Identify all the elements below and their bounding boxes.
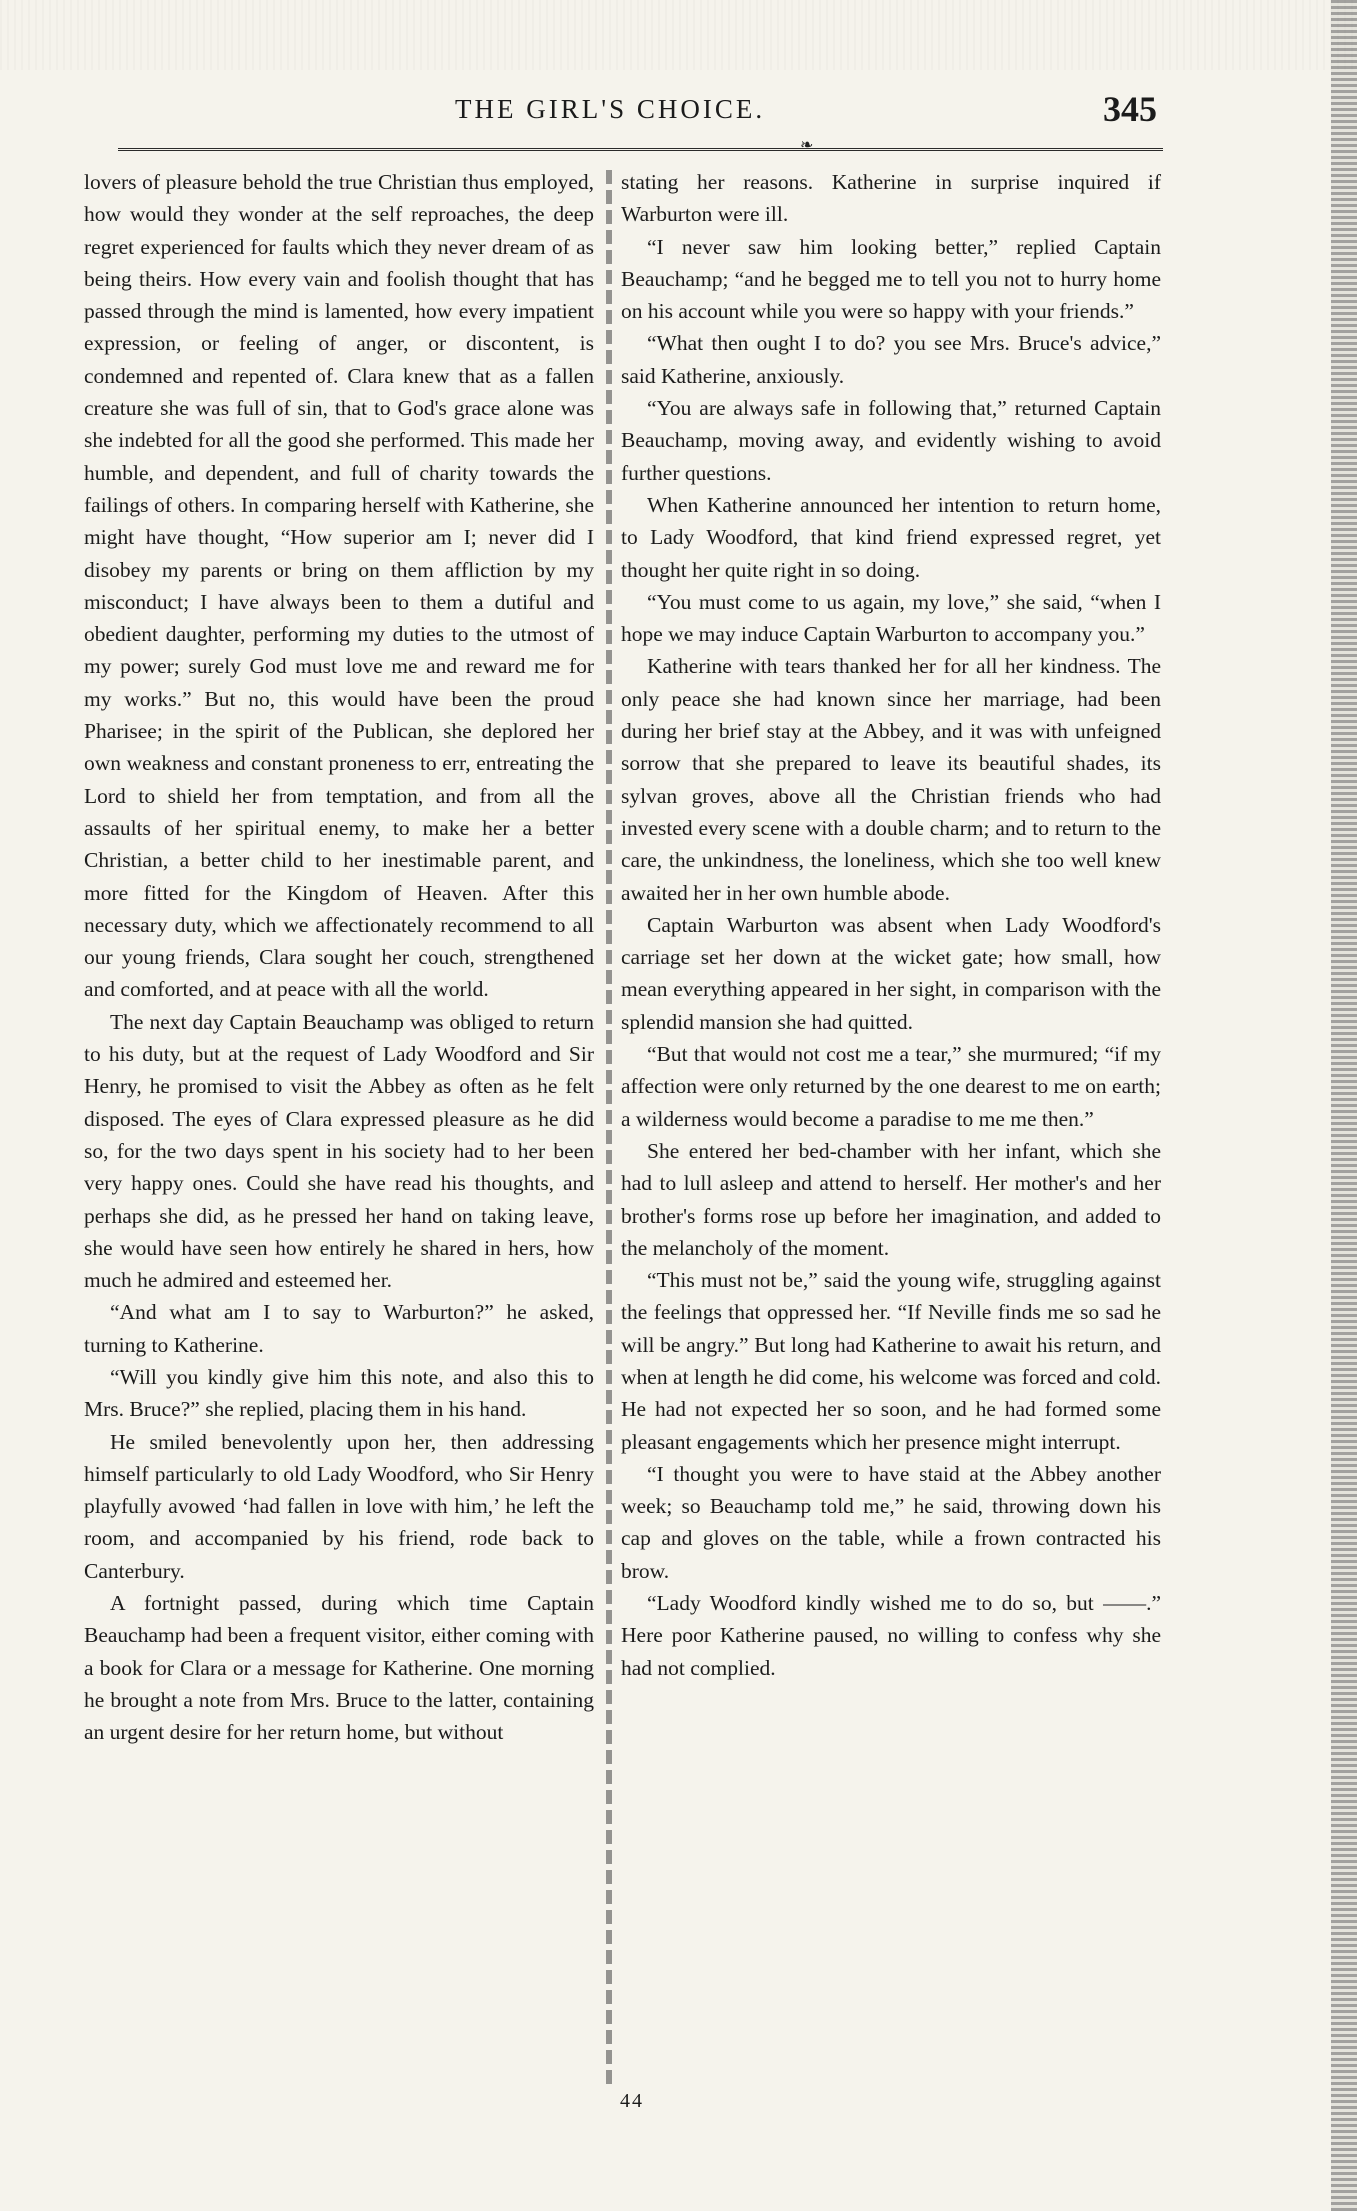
paragraph: She entered her bed-chamber with her infant, which she had to lull asleep and attend to herself. Her mother's and her brother's forms rose up before her imagination, and added to the melancholy of the moment. bbox=[621, 1138, 1161, 1260]
paragraph: “Will you kindly give him this note, and also this to Mrs. Bruce?” she replied, placing them in his hand. bbox=[84, 1364, 594, 1422]
paragraph: “This must not be,” said the young wife, struggling against the feelings that oppressed her. “If Neville finds me so sad he will be angry.” But long had Katherine to await his return, and when at length he did come, his welcome was forced and cold. He had not expected her so soon, and he had formed some pleasant engagements which her presence might interrupt. bbox=[621, 1268, 1161, 1454]
paragraph: “I never saw him looking better,” replied Captain Beauchamp; “and he begged me to tell you not to hurry home on his account while you were so happy with your friends.” bbox=[621, 234, 1161, 324]
running-title: THE GIRL'S CHOICE. bbox=[455, 94, 766, 124]
scan-noise bbox=[0, 0, 1357, 70]
paragraph: When Katherine announced her intention to return home, to Lady Woodford, that kind friend expressed regret, yet thought her quite right in so doing. bbox=[621, 492, 1161, 582]
column-divider bbox=[606, 170, 612, 2085]
paragraph: “You are always safe in following that,” returned Captain Beauchamp, moving away, and evidently wishing to avoid further questions. bbox=[621, 396, 1161, 485]
paragraph: “I thought you were to have staid at the Abbey another week; so Beauchamp told me,” he said, throwing down his cap and gloves on the table, while a frown contracted his brow. bbox=[621, 1461, 1161, 1583]
page-number: 345 bbox=[1103, 89, 1157, 129]
paragraph: Captain Warburton was absent when Lady Woodford's carriage set her down at the wicket gate; how small, how mean everything appeared in her sight, in comparison with the splendid mansion she had quitted. bbox=[621, 912, 1161, 1034]
page-header bbox=[0, 88, 1357, 132]
header-rule bbox=[118, 148, 1163, 151]
page-edge bbox=[1331, 0, 1357, 2211]
paragraph: The next day Captain Beauchamp was obliged to return to his duty, but at the request of Lady Woodford and Sir Henry, he promised to visit the Abbey as often as he felt disposed. The eyes of Clara expressed pleasure as he did so, for the two days spent in his society had to her been very happy ones. Could she have read his thoughts, and perhaps she did, as he pressed her hand on taking leave, she would have seen how entirely he shared in hers, how much he admired and esteemed her. bbox=[84, 1009, 594, 1293]
paragraph: “But that would not cost me a tear,” she murmured; “if my affection were only returned by the one dearest to me on earth; a wilderness would become a paradise to me me then.” bbox=[621, 1042, 1161, 1131]
ornament-icon: ❧ bbox=[800, 137, 814, 154]
left-column bbox=[84, 166, 594, 1749]
paragraph: lovers of pleasure behold the true Christian thus employed, how would they wonder at the self reproaches, the deep regret experienced for faults which they never dream of as being theirs. How every vain and foolish thought that has passed through the mind is lamented, how every impatient expression, or feeling of anger, or discontent, is condemned and repented of. Clara knew that as a fallen creature she was full of sin, that to God's grace alone was she indebted for all the good she performed. This made her humble, and dependent, and full of charity towards the failings of others. In comparing herself with Katherine, she might have thought, “How superior am I; never did I disobey my parents or bring on them affliction by my misconduct; I have always been to them a dutiful and obedient daughter, performing my duties to the utmost of my power; surely God must love me and reward me for my works.” But no, this would have been the proud Pharisee; in the spirit of the Publican, she deplored her own weakness and constant proneness to err, entreating the Lord to shield her from temptation, and from all the assaults of her spiritual enemy, to make her a better Christian, a better child to her inestimable parent, and more fitted for the Kingdom of Heaven. After this necessary duty, which we affectionately recommend to all our young friends, Clara sought her couch, strengthened and comforted, and at peace with all the world. bbox=[84, 170, 594, 1002]
signature-mark: 44 bbox=[620, 2090, 644, 2112]
paragraph: Katherine with tears thanked her for all her kindness. The only peace she had known since her marriage, had been during her brief stay at the Abbey, and it was with unfeigned sorrow that she prepared to leave its beautiful shades, its sylvan groves, above all the Christian friends who had invested every scene with a double charm; and to return to the care, the unkindness, the loneliness, which she too well knew awaited her in her own humble abode. bbox=[621, 654, 1161, 905]
paragraph: “You must come to us again, my love,” she said, “when I hope we may induce Captain Warburton to accompany you.” bbox=[621, 589, 1161, 647]
right-column bbox=[621, 166, 1161, 1684]
paragraph: stating her reasons. Katherine in surprise inquired if Warburton were ill. bbox=[621, 170, 1161, 227]
paragraph: “What then ought I to do? you see Mrs. Bruce's advice,” said Katherine, anxiously. bbox=[621, 331, 1161, 388]
paragraph: He smiled benevolently upon her, then addressing himself particularly to old Lady Woodford, who Sir Henry playfully avowed ‘had fallen in love with him,’ he left the room, and accompanied by his friend, rode back to Canterbury. bbox=[84, 1429, 594, 1583]
paragraph: A fortnight passed, during which time Captain Beauchamp had been a frequent visitor, either coming with a book for Clara or a message for Katherine. One morning he brought a note from Mrs. Bruce to the latter, containing an urgent desire for her return home, but without bbox=[84, 1591, 594, 1745]
paragraph: “Lady Woodford kindly wished me to do so, but ——.” Here poor Katherine paused, no willing to confess why she had not complied. bbox=[621, 1591, 1161, 1680]
paragraph: “And what am I to say to Warburton?” he asked, turning to Katherine. bbox=[84, 1300, 594, 1357]
